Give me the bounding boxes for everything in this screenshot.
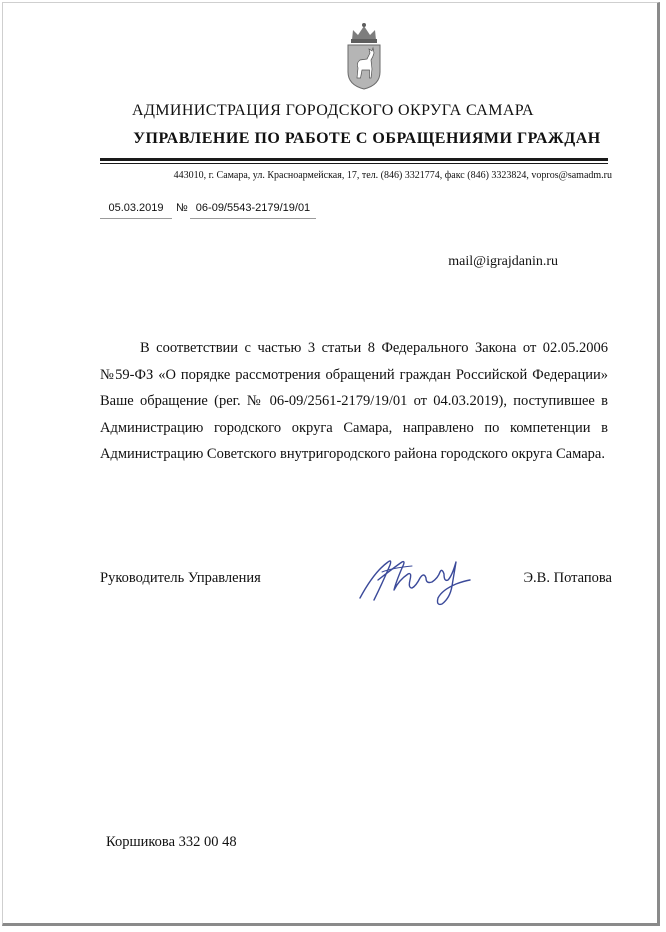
signer-position: Руководитель Управления xyxy=(100,570,261,586)
header-divider-thick xyxy=(100,158,608,161)
header-divider-thin xyxy=(100,163,608,164)
coat-of-arms-icon xyxy=(344,22,384,90)
handwritten-signature xyxy=(352,550,482,608)
signer-name: Э.В. Потапова xyxy=(523,570,612,586)
organization-title: АДМИНИСТРАЦИЯ ГОРОДСКОГО ОКРУГА САМАРА xyxy=(131,102,534,119)
registration-number-sign: № xyxy=(176,202,188,214)
crown-icon xyxy=(351,23,377,43)
contact-details: 443010, г. Самара, ул. Красноармейская, 17, тел. (846) 3321774, факс (846) 3323824, vopros@samadm.ru xyxy=(173,170,612,181)
registration-number: 06-09/5543-2179/19/01 xyxy=(190,202,316,219)
letter-body: В соответствии с частью 3 статьи 8 Федерального Закона от 02.05.2006 №59-ФЗ «О порядке рассмотрения обращений граждан Российской Федерации» Ваше обращение (рег. № 06-09/2561-2179/19/01 от 04.03.2019), поступившее в Администрацию городского округа Самара, направлено по компетенции в Администрацию Советского внутригородского района городского округа Самара. xyxy=(100,340,608,462)
recipient-email: mail@igrajdanin.ru xyxy=(448,254,558,269)
registration-date: 05.03.2019 xyxy=(100,202,172,219)
executor-contact: Коршикова 332 00 48 xyxy=(106,834,237,850)
department-title: УПРАВЛЕНИЕ ПО РАБОТЕ С ОБРАЩЕНИЯМИ ГРАЖДАН xyxy=(133,130,601,147)
